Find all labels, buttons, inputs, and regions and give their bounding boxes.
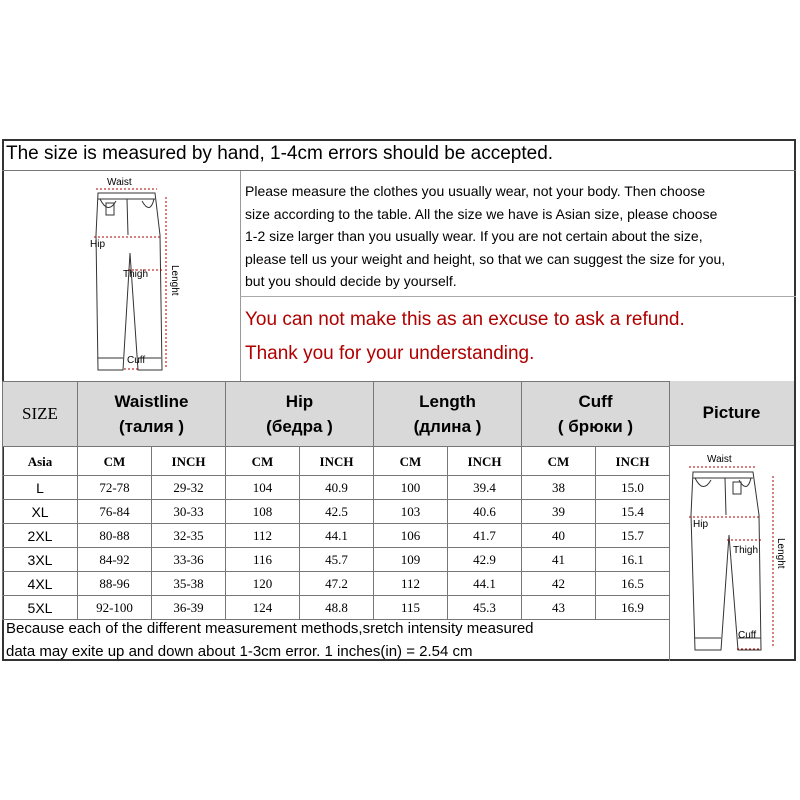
unit-inch: INCH <box>448 447 522 476</box>
table-row <box>3 524 670 548</box>
size-cell: 2XL <box>3 524 78 548</box>
table-cell: 15.7 <box>596 524 670 548</box>
divider <box>669 381 670 661</box>
unit-cm: CM <box>226 447 300 476</box>
pants-diagram-picture <box>683 450 788 655</box>
table-cell: 100 <box>374 476 448 500</box>
table-row <box>3 500 670 524</box>
table-cell: 36-39 <box>152 596 226 620</box>
table-cell: 15.4 <box>596 500 670 524</box>
table-cell: 115 <box>374 596 448 620</box>
refund-warning: You can not make this as an excuse to ask a refund. <box>245 309 685 330</box>
table-cell: 120 <box>226 572 300 596</box>
diagram-length-label: Lenght <box>169 265 180 296</box>
diagram-waist-label: Waist <box>707 454 732 465</box>
table-cell: 15.0 <box>596 476 670 500</box>
diagram-hip-label: Hip <box>693 519 709 530</box>
hip-header: Hip (бедра ) <box>226 382 374 447</box>
diagram-thigh-label: Thigh <box>123 269 149 280</box>
table-cell: 84-92 <box>78 548 152 572</box>
table-row <box>3 476 670 500</box>
table-cell: 106 <box>374 524 448 548</box>
table-cell: 43 <box>522 596 596 620</box>
table-cell: 80-88 <box>78 524 152 548</box>
size-cell: 5XL <box>3 596 78 620</box>
table-row <box>3 548 670 572</box>
table-row <box>3 572 670 596</box>
divider <box>2 170 796 171</box>
table-cell: 109 <box>374 548 448 572</box>
region-label: Asia <box>3 447 78 476</box>
table-cell: 103 <box>374 500 448 524</box>
table-cell: 104 <box>226 476 300 500</box>
table-cell: 29-32 <box>152 476 226 500</box>
table-cell: 45.7 <box>300 548 374 572</box>
divider <box>240 296 796 297</box>
unit-cm: CM <box>522 447 596 476</box>
table-cell: 76-84 <box>78 500 152 524</box>
thanks-message: Thank you for your understanding. <box>245 343 535 364</box>
diagram-cuff-label: Cuff <box>127 355 146 366</box>
table-cell: 116 <box>226 548 300 572</box>
table-cell: 42 <box>522 572 596 596</box>
size-header: SIZE <box>3 382 78 447</box>
unit-inch: INCH <box>596 447 670 476</box>
table-cell: 16.1 <box>596 548 670 572</box>
diagram-waist-label: Waist <box>107 177 132 188</box>
table-cell: 39 <box>522 500 596 524</box>
table-cell: 16.9 <box>596 596 670 620</box>
table-cell: 92-100 <box>78 596 152 620</box>
diagram-cuff-label: Cuff <box>738 630 757 641</box>
diagram-length-label: Lenght <box>775 538 786 569</box>
size-cell: 4XL <box>3 572 78 596</box>
table-cell: 72-78 <box>78 476 152 500</box>
table-cell: 41.7 <box>448 524 522 548</box>
waistline-header: Waistline (талия ) <box>78 382 226 447</box>
table-cell: 112 <box>374 572 448 596</box>
measurement-footnote: Because each of the different measurement methods,sretch intensity measured data may exite up and down about 1-3cm error. 1 inches(in) = 2.54 cm <box>6 620 534 660</box>
table-cell: 16.5 <box>596 572 670 596</box>
table-cell: 40 <box>522 524 596 548</box>
table-row <box>3 596 670 620</box>
table-cell: 32-35 <box>152 524 226 548</box>
table-cell: 48.8 <box>300 596 374 620</box>
table-cell: 44.1 <box>300 524 374 548</box>
table-cell: 41 <box>522 548 596 572</box>
divider <box>240 171 241 381</box>
cuff-header: Cuff ( брюки ) <box>522 382 670 447</box>
table-cell: 40.6 <box>448 500 522 524</box>
table-cell: 47.2 <box>300 572 374 596</box>
table-cell: 33-36 <box>152 548 226 572</box>
diagram-hip-label: Hip <box>90 239 106 250</box>
unit-inch: INCH <box>152 447 226 476</box>
measuring-instructions: Please measure the clothes you usually wear, not your body. Then choose size according to the table. All the size we have is Asian size, please choose 1-2 size larger than you usually wear. If you are not certain about the size, please tell us your weight and height, so that we can suggest the size for you, but you should decide by yourself. <box>245 183 726 290</box>
table-cell: 39.4 <box>448 476 522 500</box>
unit-cm: CM <box>78 447 152 476</box>
pants-diagram-top <box>80 175 180 375</box>
table-cell: 45.3 <box>448 596 522 620</box>
size-table <box>2 381 670 620</box>
table-cell: 44.1 <box>448 572 522 596</box>
table-cell: 35-38 <box>152 572 226 596</box>
table-cell: 108 <box>226 500 300 524</box>
size-cell: L <box>3 476 78 500</box>
table-cell: 112 <box>226 524 300 548</box>
picture-header: Picture <box>669 381 794 446</box>
table-cell: 40.9 <box>300 476 374 500</box>
table-cell: 42.9 <box>448 548 522 572</box>
measurement-notice: The size is measured by hand, 1-4cm errors should be accepted. <box>6 143 554 164</box>
diagram-thigh-label: Thigh <box>733 545 759 556</box>
table-cell: 42.5 <box>300 500 374 524</box>
size-cell: XL <box>3 500 78 524</box>
unit-cm: CM <box>374 447 448 476</box>
table-cell: 88-96 <box>78 572 152 596</box>
table-cell: 30-33 <box>152 500 226 524</box>
unit-inch: INCH <box>300 447 374 476</box>
size-cell: 3XL <box>3 548 78 572</box>
table-cell: 38 <box>522 476 596 500</box>
table-cell: 124 <box>226 596 300 620</box>
length-header: Length (длина ) <box>374 382 522 447</box>
